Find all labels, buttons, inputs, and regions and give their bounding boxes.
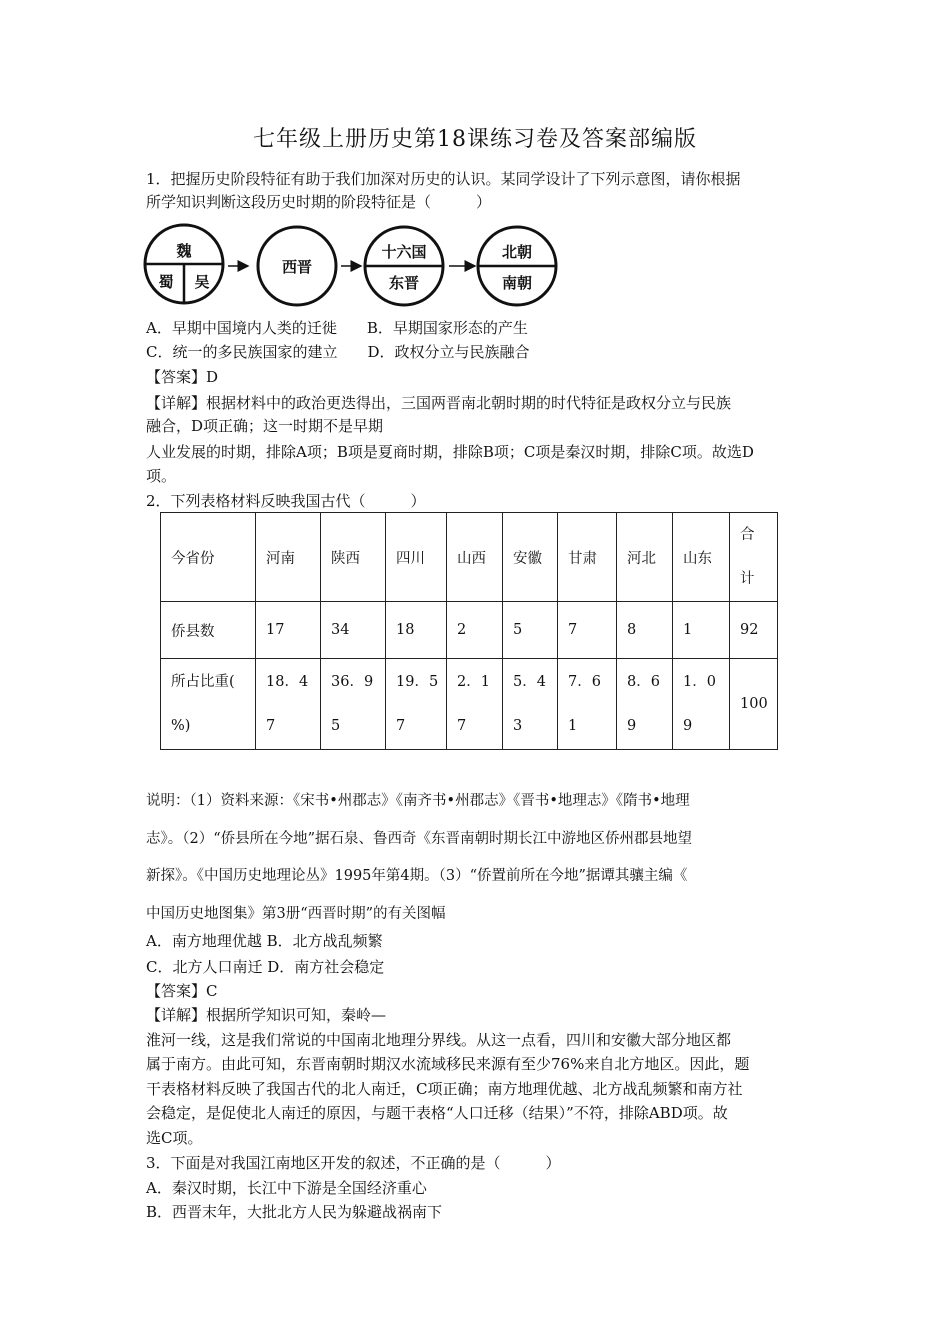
q2-detail-line5: 会稳定，是促使北人南迁的原因，与题干表格“人口迁移（结果）”不符，排除ABD项。故 [146, 1104, 728, 1122]
table-cell: 1 [673, 602, 730, 659]
table-cell: 7．6 1 [558, 659, 617, 750]
table-cell: 18 [386, 602, 447, 659]
table-cell: 山西 [447, 513, 503, 602]
table-cell: 1．0 9 [673, 659, 730, 750]
diagram-label-xijin: 西晋 [281, 258, 313, 276]
q2-options-cd: C．北方人口南迁 D．南方社会稳定 [146, 958, 385, 976]
q3-option-a: A．秦汉时期，长江中下游是全国经济重心 [146, 1179, 427, 1197]
table-cell: 陕西 [321, 513, 386, 602]
table-cell: 7 [558, 602, 617, 659]
table-header-row [161, 513, 778, 602]
table-cell: 安徽 [503, 513, 558, 602]
q1-detail-line3: 人业发展的时期，排除A项；B项是夏商时期，排除B项；C项是秦汉时期，排除C项。故选D [146, 443, 754, 461]
q2-note-line1: 说明：（1）资料来源：《宋书•州郡志》《南齐书•州郡志》《晋书•地理志》《隋书•地理 [146, 793, 690, 809]
table-cell: 侨县数 [161, 602, 256, 659]
page-title: 七年级上册历史第18课练习卷及答案部编版 [253, 127, 697, 152]
q1-options-ab: A．早期中国境内人类的迁徙 B．早期国家形态的产生 [146, 319, 528, 337]
diagram-circle-shiliuguo-dongjin [365, 227, 443, 305]
q1-stem-line1: 1．把握历史阶段特征有助于我们加深对历史的认识。某同学设计了下列示意图，请你根据 [146, 170, 741, 188]
diagram-circle-wei-shu-wu [145, 225, 223, 303]
q2-note-line4: 中国历史地图集》第3册“西晋时期”的有关图幅 [146, 906, 446, 922]
table-cell: 5．4 3 [503, 659, 558, 750]
q2-detail-line2: 淮河一线，这是我们常说的中国南北地理分界线。从这一点看，四川和安徽大部分地区都 [146, 1031, 732, 1049]
q2-data-table [160, 512, 778, 750]
table-cell-total-header: 合 计 [730, 513, 778, 602]
diagram-circle-beichao-nanchao [478, 227, 556, 305]
table-cell: 河南 [256, 513, 321, 602]
diagram-label-wei: 魏 [176, 242, 192, 260]
diagram-label-wu: 吴 [194, 273, 210, 291]
q2-detail-line3: 属于南方。由此可知，东晋南朝时期汉水流域移民来源有至少76%来自北方地区。因此，题 [146, 1055, 750, 1073]
table-cell: 山东 [673, 513, 730, 602]
q1-detail-line2: 融合，D项正确；这一时期不是早期 [146, 417, 384, 435]
diagram-circle-xijin [258, 227, 336, 305]
table-cell: 18．4 7 [256, 659, 321, 750]
table-cell: 四川 [386, 513, 447, 602]
table-cell: 2．1 7 [447, 659, 503, 750]
q2-note-line2: 志》。（2）“侨县所在今地”据石泉、鲁西奇《东晋南朝时期长江中游地区侨州郡县地望 [146, 831, 693, 847]
table-cell: 8 [617, 602, 673, 659]
diagram-label-shiliuguo: 十六国 [381, 243, 427, 261]
table-cell: 92 [730, 602, 778, 659]
table-cell: 甘肃 [558, 513, 617, 602]
q1-stem-line2: 所学知识判断这段历史时期的阶段特征是（ ） [146, 193, 492, 211]
table-cell: 今省份 [161, 513, 256, 602]
q1-detail-line4: 项。 [146, 467, 177, 485]
table-cell: 19．5 7 [386, 659, 447, 750]
q1-options-cd: C．统一的多民族国家的建立 D．政权分立与民族融合 [146, 343, 530, 361]
q2-note-line3: 新探》。《中国历史地理论丛》1995年第4期。（3）“侨置前所在今地”据谭其骧主编《 [146, 868, 688, 884]
diagram-label-beichao: 北朝 [501, 243, 533, 261]
table-row [161, 602, 778, 659]
q2-detail-line4: 干表格材料反映了我国古代的北人南迁，C项正确；南方地理优越、北方战乱频繁和南方社 [146, 1080, 743, 1098]
table-cell: 100 [730, 659, 778, 750]
q1-detail-line1: 【详解】根据材料中的政治更迭得出，三国两晋南北朝时期的时代特征是政权分立与民族 [146, 394, 732, 412]
table-cell: 5 [503, 602, 558, 659]
table-cell: 8．6 9 [617, 659, 673, 750]
table-cell: 34 [321, 602, 386, 659]
q2-stem: 2．下列表格材料反映我国古代（ ） [146, 492, 426, 510]
table-cell: 36．9 5 [321, 659, 386, 750]
table-row [161, 659, 778, 750]
diagram-label-dongjin: 东晋 [388, 274, 420, 292]
diagram-label-nanchao: 南朝 [501, 274, 533, 292]
table-cell: 河北 [617, 513, 673, 602]
q2-answer: 【答案】C [146, 982, 218, 1000]
q3-option-b: B．西晋末年，大批北方人民为躲避战祸南下 [146, 1203, 443, 1221]
table-cell: 17 [256, 602, 321, 659]
table-cell: 所占比重( %) [161, 659, 256, 750]
table-cell: 2 [447, 602, 503, 659]
q2-detail-line6: 选C项。 [146, 1129, 203, 1147]
q1-dynasty-diagram [140, 222, 570, 310]
q1-answer: 【答案】D [146, 368, 219, 386]
diagram-label-shu: 蜀 [158, 273, 174, 291]
q2-detail-line1: 【详解】根据所学知识可知，秦岭— [146, 1006, 387, 1024]
q2-options-ab: A．南方地理优越 B．北方战乱频繁 [146, 932, 383, 950]
q3-stem: 3．下面是对我国江南地区开发的叙述，不正确的是（ ） [146, 1154, 561, 1172]
